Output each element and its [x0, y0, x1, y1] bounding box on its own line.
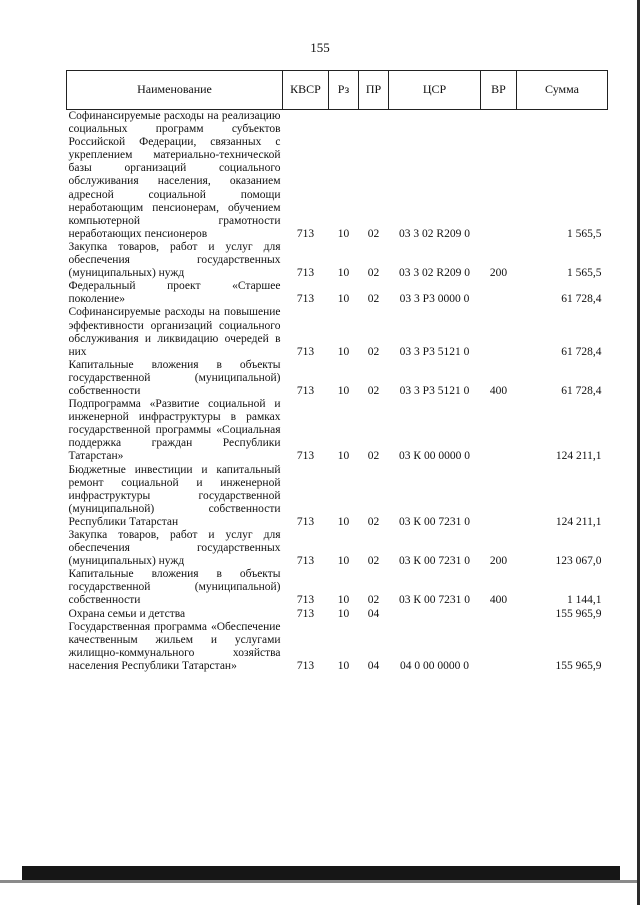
row-vr: 200: [489, 555, 508, 568]
row-rz: 10: [337, 555, 350, 568]
row-name: Подпрограмма «Развитие социальной и инженерной инфраструктуры в рамках государственной программы «Социальная поддержка граждан Республики Татарстан»: [68, 398, 281, 463]
row-kvsr: 713: [296, 594, 315, 607]
row-csr: 03 3 P3 5121 0: [399, 384, 470, 397]
row-rz: 10: [337, 594, 350, 607]
header-rz: Рз: [329, 71, 359, 110]
row-csr: [389, 608, 481, 621]
row-sum: 61 728,4: [561, 345, 602, 358]
row-pr: 02: [367, 384, 380, 397]
row-pr: 02: [367, 293, 380, 306]
row-sum: 61 728,4: [561, 384, 602, 397]
row-name: Капитальные вложения в объекты государственной (муниципальной) собственности: [68, 358, 281, 397]
row-kvsr: 713: [296, 450, 315, 463]
row-kvsr: 713: [296, 555, 315, 568]
row-name: Федеральный проект «Старшее поколение»: [68, 280, 281, 306]
header-pr: ПР: [359, 71, 389, 110]
row-sum: 124 211,1: [555, 450, 602, 463]
row-vr: [481, 110, 517, 241]
header-name: Наименование: [67, 71, 283, 110]
header-kvsr: КВСР: [283, 71, 329, 110]
row-sum: 155 965,9: [555, 659, 602, 672]
row-name: Капитальные вложения в объекты государственной (муниципальной) собственности: [68, 568, 281, 607]
row-rz: 10: [337, 267, 350, 280]
row-rz: 10: [337, 293, 350, 306]
row-pr: 02: [367, 450, 380, 463]
row-name: Бюджетные инвестиции и капитальный ремонт социальной и инженерной инфраструктуры государственной (муниципальной) собственности Республики Татарстан: [68, 463, 281, 528]
row-vr: [481, 280, 517, 306]
row-rz: 10: [337, 345, 350, 358]
table-row: [67, 110, 608, 241]
table-row: [67, 608, 608, 621]
row-kvsr: 713: [296, 384, 315, 397]
row-vr: 200: [489, 267, 508, 280]
row-rz: 10: [337, 515, 350, 528]
row-vr: [481, 398, 517, 463]
row-csr: 03 К 00 0000 0: [399, 450, 470, 463]
row-csr: 03 К 00 7231 0: [399, 594, 470, 607]
row-name: Закупка товаров, работ и услуг для обеспечения государственных (муниципальных) нужд: [68, 240, 281, 280]
row-name: Охрана семьи и детства: [68, 607, 186, 620]
header-csr: ЦСР: [389, 71, 481, 110]
row-pr: 02: [367, 267, 380, 280]
row-pr: 04: [367, 659, 380, 672]
table-row: [67, 359, 608, 398]
row-rz: 10: [337, 450, 350, 463]
row-sum: 1 565,5: [567, 267, 602, 280]
row-pr: 02: [367, 345, 380, 358]
row-name: Софинансируемые расходы на повышение эффективности организаций социального обслуживания и ликвидацию очередей в них: [68, 306, 281, 358]
row-kvsr: 713: [296, 659, 315, 672]
row-pr: 02: [367, 227, 380, 240]
row-csr: 03 3 02 R209 0: [399, 267, 470, 280]
row-vr: [481, 621, 517, 673]
row-vr: [481, 464, 517, 529]
table-header-row: [67, 71, 608, 110]
table-row: [67, 529, 608, 568]
row-rz: 10: [337, 659, 350, 672]
row-kvsr: 713: [296, 515, 315, 528]
row-sum: 124 211,1: [555, 515, 602, 528]
row-csr: 04 0 00 0000 0: [400, 659, 469, 672]
row-kvsr: 713: [296, 227, 315, 240]
row-sum: 1 565,5: [567, 227, 602, 240]
row-rz: 10: [337, 227, 350, 240]
row-csr: 03 К 00 7231 0: [399, 515, 470, 528]
row-kvsr: 713: [296, 293, 315, 306]
table-row: [67, 398, 608, 463]
page-number: 155: [310, 40, 330, 55]
table-row: [67, 464, 608, 529]
row-csr: 03 К 00 7231 0: [399, 555, 470, 568]
row-kvsr: 713: [296, 607, 315, 620]
scan-bottom-edge: [0, 880, 640, 883]
table-row: [67, 568, 608, 607]
row-rz: 10: [337, 607, 350, 620]
budget-table: [66, 70, 608, 673]
header-sum: Сумма: [517, 71, 608, 110]
row-kvsr: 713: [296, 267, 315, 280]
row-vr: [481, 306, 517, 358]
row-kvsr: 713: [296, 345, 315, 358]
row-vr: 400: [489, 384, 508, 397]
row-pr: 02: [367, 515, 380, 528]
row-vr: [481, 608, 517, 621]
row-name: Софинансируемые расходы на реализацию социальных программ субъектов Российской Федерации, связанных с укреплением материально-технической базы организаций социального обслуживания населения, оказанием адресной социальной помощи неработающим пенсионерам, обучением компьютерной грамотности неработающих пенсионеров: [68, 110, 281, 240]
row-sum: 1 144,1: [567, 594, 602, 607]
row-sum: 155 965,9: [555, 607, 602, 620]
header-vr: ВР: [481, 71, 517, 110]
row-csr: 03 3 P3 0000 0: [399, 293, 470, 306]
row-pr: 04: [367, 607, 380, 620]
scan-footer-bar: [22, 866, 620, 880]
row-name: Закупка товаров, работ и услуг для обеспечения государственных (муниципальных) нужд: [68, 529, 281, 568]
row-pr: 02: [367, 594, 380, 607]
row-csr: 03 3 02 R209 0: [399, 227, 470, 240]
row-pr: 02: [367, 555, 380, 568]
table-row: [67, 621, 608, 673]
row-vr: 400: [489, 594, 508, 607]
row-sum: 61 728,4: [561, 293, 602, 306]
row-rz: 10: [337, 384, 350, 397]
table-row: [67, 241, 608, 280]
row-sum: 123 067,0: [555, 555, 602, 568]
row-csr: 03 3 P3 5121 0: [399, 345, 470, 358]
row-name: Государственная программа «Обеспечение качественным жильем и услугами жилищно-коммунального хозяйства населения Республики Татарстан»: [68, 620, 281, 672]
table-row: [67, 306, 608, 358]
table-row: [67, 280, 608, 306]
